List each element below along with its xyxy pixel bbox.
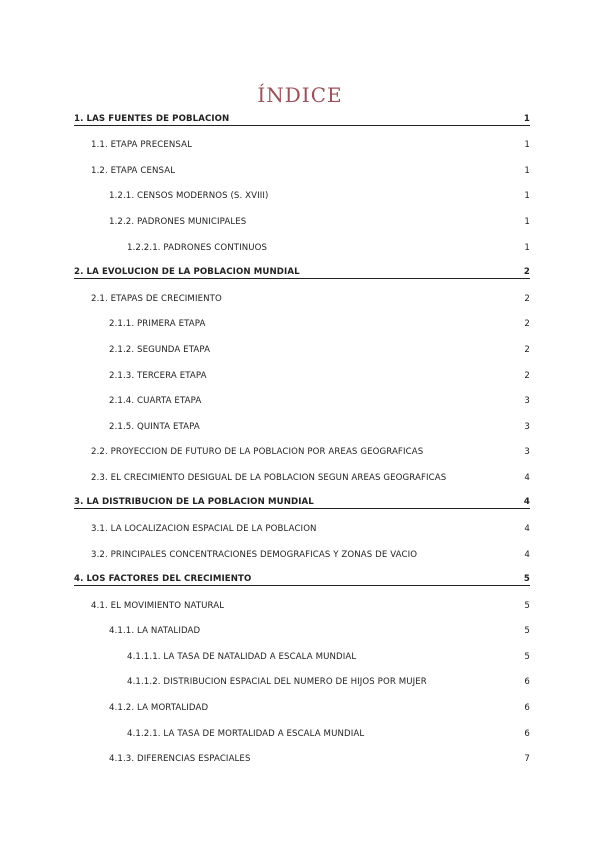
toc-entry[interactable] bbox=[74, 440, 530, 466]
toc-entry-page-number: 5 bbox=[524, 651, 530, 662]
toc-entry-label: 4.1.1. LA NATALIDAD bbox=[109, 626, 201, 637]
toc-entry-label: 3.2. PRINCIPALES CONCENTRACIONES DEMOGRÁFICAS Y ZONAS DE VACÍO bbox=[91, 549, 418, 560]
toc-entry[interactable] bbox=[74, 567, 530, 593]
page-title: ÍNDICE bbox=[257, 83, 343, 108]
toc-entry-page-number: 1 bbox=[524, 242, 530, 253]
toc-entry[interactable] bbox=[74, 133, 530, 159]
toc-entry-label: 4.1.1.1. LA TASA DE NATALIDAD A ESCALA MUNDIAL bbox=[127, 651, 357, 662]
toc-entry-label: 2.2. PROYECCIÓN DE FUTURO DE LA POBLACIÓN POR ÁREAS GEOGRÁFICAS bbox=[91, 447, 424, 458]
toc-entry-label: 1.2.1. CENSOS MODERNOS (S. XVIII) bbox=[109, 191, 269, 202]
toc-entry-page-number: 3 bbox=[524, 447, 530, 458]
toc-entry-label: 4. LOS FACTORES DEL CRECIMIENTO bbox=[74, 574, 252, 585]
toc-entry[interactable] bbox=[74, 491, 530, 517]
toc-entry-page-number: 5 bbox=[524, 600, 530, 611]
toc-entry[interactable] bbox=[74, 619, 530, 645]
toc-entry[interactable] bbox=[74, 260, 530, 286]
toc-entry-label: 2.3. EL CRECIMIENTO DESIGUAL DE LA POBLACIÓN SEGÚN ÁREAS GEOGRÁFICAS bbox=[91, 472, 447, 483]
toc-entry-label: 2.1.5. QUINTA ETAPA bbox=[109, 421, 200, 432]
toc-entry-label: 4.1.2.1. LA TASA DE MORTALIDAD A ESCALA MUNDIAL bbox=[127, 728, 365, 739]
toc-entry[interactable] bbox=[74, 670, 530, 696]
toc-entry-label: 1.2.2.1. PADRONES CONTINUOS bbox=[127, 242, 268, 253]
toc-entry[interactable] bbox=[74, 542, 530, 568]
toc-entry-page-number: 2 bbox=[524, 370, 530, 381]
toc-entry-page-number: 4 bbox=[524, 472, 530, 483]
toc-entry-page-number: 6 bbox=[524, 728, 530, 739]
toc-entry-page-number: 5 bbox=[523, 574, 530, 585]
toc-entry[interactable] bbox=[74, 644, 530, 670]
toc-entry-label: 2.1.3. TERCERA ETAPA bbox=[109, 370, 207, 381]
toc-entry[interactable] bbox=[74, 235, 530, 261]
toc-entry-page-number: 3 bbox=[524, 421, 530, 432]
toc-entry-page-number: 2 bbox=[524, 293, 530, 304]
toc-entry-label: 4.1. EL MOVIMIENTO NATURAL bbox=[91, 600, 225, 611]
table-of-contents bbox=[74, 107, 530, 772]
toc-entry-label: 1. LAS FUENTES DE POBLACIÓN bbox=[74, 113, 230, 124]
toc-entry-page-number: 1 bbox=[523, 113, 530, 124]
toc-entry[interactable] bbox=[74, 593, 530, 619]
toc-entry[interactable] bbox=[74, 695, 530, 721]
toc-entry-page-number: 2 bbox=[523, 267, 530, 278]
toc-entry-label: 1.2. ETAPA CENSAL bbox=[91, 165, 176, 176]
toc-entry-label: 1.1. ETAPA PRECENSAL bbox=[91, 140, 192, 151]
toc-entry[interactable] bbox=[74, 465, 530, 491]
toc-entry[interactable] bbox=[74, 158, 530, 184]
toc-entry-page-number: 3 bbox=[524, 396, 530, 407]
toc-entry[interactable] bbox=[74, 516, 530, 542]
toc-entry[interactable] bbox=[74, 337, 530, 363]
toc-entry-page-number: 7 bbox=[524, 754, 530, 765]
toc-entry-page-number: 1 bbox=[524, 217, 530, 228]
toc-entry-label: 4.1.2. LA MORTALIDAD bbox=[109, 703, 209, 714]
toc-entry-page-number: 4 bbox=[523, 497, 530, 508]
toc-entry-label: 2.1.2. SEGUNDA ETAPA bbox=[109, 344, 211, 355]
toc-entry[interactable] bbox=[74, 746, 530, 772]
toc-entry[interactable] bbox=[74, 414, 530, 440]
toc-entry-page-number: 6 bbox=[524, 703, 530, 714]
toc-entry-page-number: 6 bbox=[524, 677, 530, 688]
toc-entry-page-number: 4 bbox=[524, 549, 530, 560]
toc-entry-label: 1.2.2. PADRONES MUNICIPALES bbox=[109, 217, 247, 228]
toc-entry-label: 3.1. LA LOCALIZACIÓN ESPACIAL DE LA POBLACIÓN bbox=[91, 524, 317, 535]
toc-entry-page-number: 2 bbox=[524, 344, 530, 355]
toc-entry-page-number: 1 bbox=[524, 191, 530, 202]
toc-entry-page-number: 4 bbox=[524, 524, 530, 535]
toc-entry[interactable] bbox=[74, 184, 530, 210]
toc-entry-label: 4.1.1.2. DISTRIBUCIÓN ESPACIAL DEL NÚMERO DE HIJOS POR MUJER bbox=[127, 677, 427, 688]
toc-entry[interactable] bbox=[74, 388, 530, 414]
toc-entry-page-number: 1 bbox=[524, 140, 530, 151]
toc-entry[interactable] bbox=[74, 286, 530, 312]
toc-entry-label: 3. LA DISTRIBUCIÓN DE LA POBLACIÓN MUNDIAL bbox=[74, 497, 314, 508]
toc-entry-label: 2.1.1. PRIMERA ETAPA bbox=[109, 319, 206, 330]
toc-entry[interactable] bbox=[74, 721, 530, 747]
toc-entry-label: 2. LA EVOLUCIÓN DE LA POBLACIÓN MUNDIAL bbox=[74, 267, 300, 278]
toc-entry-label: 2.1. ETAPAS DE CRECIMIENTO bbox=[91, 293, 222, 304]
toc-entry-page-number: 5 bbox=[524, 626, 530, 637]
toc-entry[interactable] bbox=[74, 209, 530, 235]
toc-entry-label: 2.1.4. CUARTA ETAPA bbox=[109, 396, 202, 407]
toc-entry[interactable] bbox=[74, 107, 530, 133]
toc-entry[interactable] bbox=[74, 312, 530, 338]
toc-entry-page-number: 1 bbox=[524, 165, 530, 176]
toc-entry[interactable] bbox=[74, 363, 530, 389]
toc-entry-label: 4.1.3. DIFERENCIAS ESPACIALES bbox=[109, 754, 251, 765]
toc-entry-page-number: 2 bbox=[524, 319, 530, 330]
